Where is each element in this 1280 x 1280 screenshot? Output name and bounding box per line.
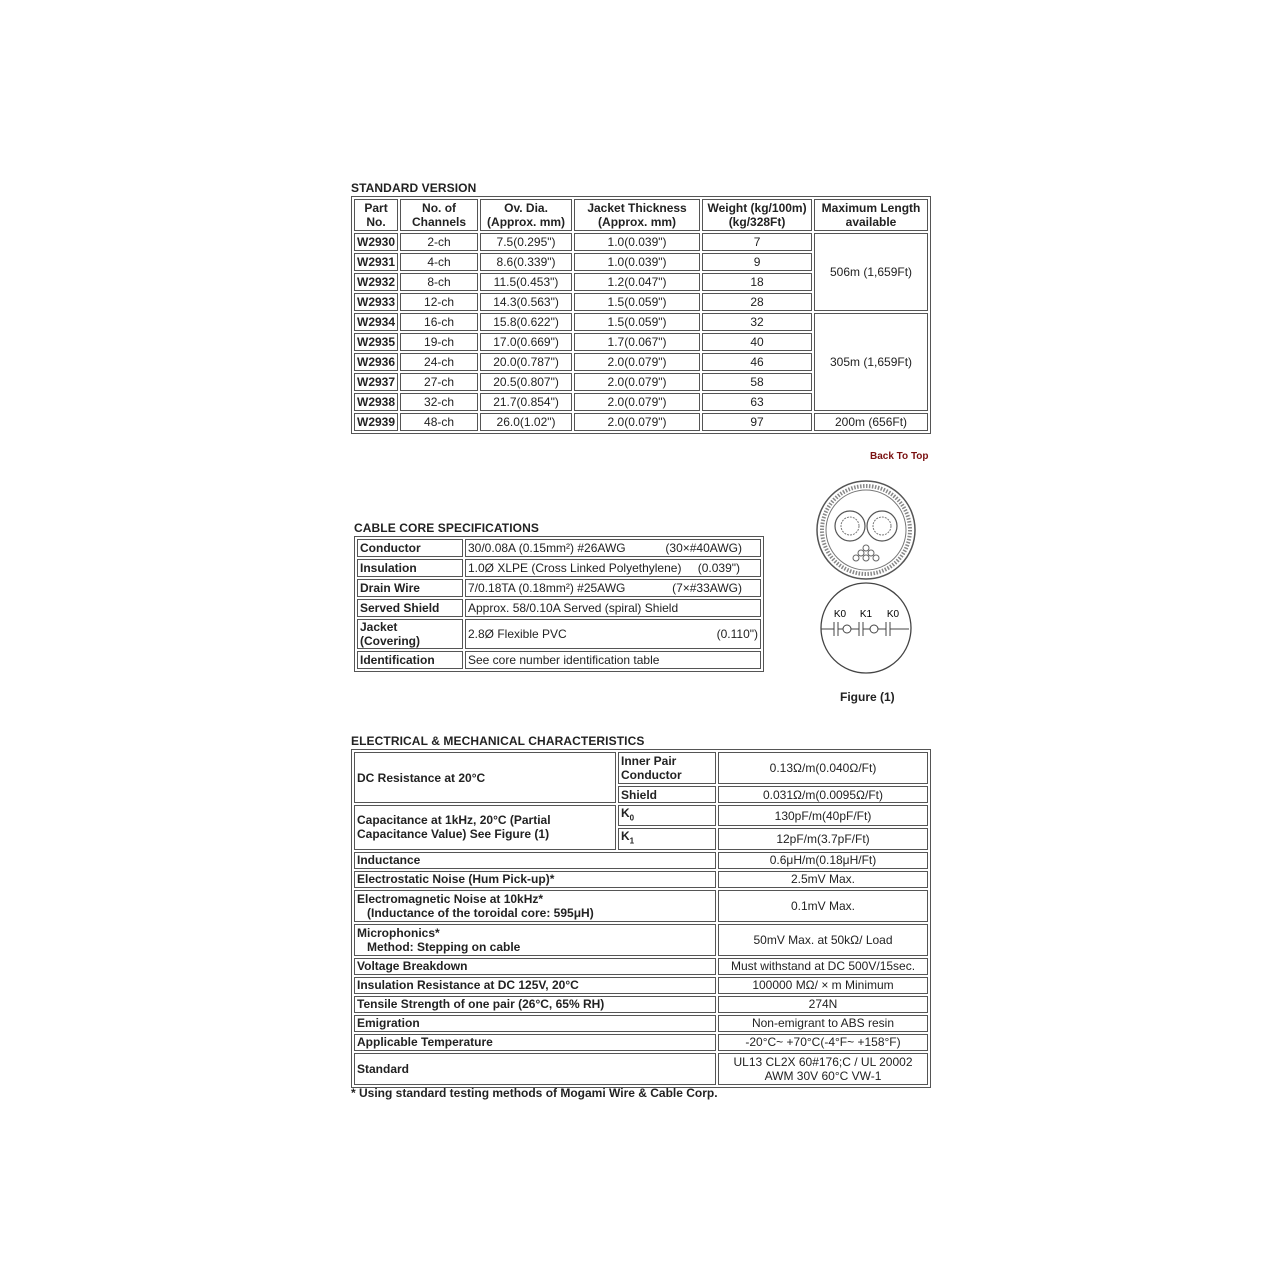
jacket-thickness: 1.0(0.039") bbox=[574, 233, 700, 251]
weight: 40 bbox=[702, 333, 812, 351]
char-label: Insulation Resistance at DC 125V, 20°C bbox=[354, 977, 716, 994]
jacket-thickness: 1.7(0.067") bbox=[574, 333, 700, 351]
table-row bbox=[357, 559, 761, 577]
cable-cross-section-icon bbox=[814, 478, 918, 582]
table-row bbox=[354, 1015, 928, 1032]
spec-value-cell bbox=[465, 651, 761, 669]
header-part-no: Part No. bbox=[354, 199, 398, 231]
char-label: Standard bbox=[354, 1053, 716, 1085]
part-no: W2935 bbox=[354, 333, 398, 351]
figure-caption: Figure (1) bbox=[840, 690, 895, 704]
char-label: Electromagnetic Noise at 10kHz* bbox=[357, 891, 544, 906]
char-value: Non-emigrant to ABS resin bbox=[718, 1015, 928, 1032]
table-row bbox=[354, 805, 928, 826]
ov-dia: 17.0(0.669") bbox=[480, 333, 572, 351]
char-value: Must withstand at DC 500V/15sec. bbox=[718, 958, 928, 975]
char-label-cell bbox=[354, 924, 716, 956]
max-length: 506m (1,659Ft) bbox=[814, 233, 928, 311]
header-max-length: Maximum Length available bbox=[814, 199, 928, 231]
char-label: Applicable Temperature bbox=[354, 1034, 716, 1051]
table-header-row bbox=[354, 199, 928, 231]
part-no: W2932 bbox=[354, 273, 398, 291]
cable-core-table bbox=[354, 536, 764, 672]
weight: 63 bbox=[702, 393, 812, 411]
ov-dia: 14.3(0.563") bbox=[480, 293, 572, 311]
jacket-thickness: 1.2(0.047") bbox=[574, 273, 700, 291]
spec-value: 7/0.18TA (0.18mm²) #25AWG bbox=[468, 581, 626, 595]
spec-extra: (30×#40AWG) bbox=[665, 541, 742, 555]
channels: 4-ch bbox=[400, 253, 478, 271]
table-row bbox=[354, 924, 928, 956]
weight: 97 bbox=[702, 413, 812, 431]
dc-shield-value: 0.031Ω/m(0.0095Ω/Ft) bbox=[718, 786, 928, 803]
char-value: 50mV Max. at 50kΩ/ Load bbox=[718, 924, 928, 956]
weight: 46 bbox=[702, 353, 812, 371]
char-value: 0.1mV Max. bbox=[718, 890, 928, 922]
spec-value: See core number identification table bbox=[468, 653, 660, 667]
table-row bbox=[354, 233, 928, 251]
spec-extra: (7×#33AWG) bbox=[672, 581, 742, 595]
char-value: UL13 CL2X 60#176;C / UL 20002 bbox=[733, 1054, 913, 1069]
k1-value: 12pF/m(3.7pF/Ft) bbox=[718, 828, 928, 849]
weight: 32 bbox=[702, 313, 812, 331]
char-value-cell bbox=[718, 1053, 928, 1085]
spec-value-cell bbox=[465, 579, 761, 597]
table-row bbox=[354, 1034, 928, 1051]
part-no: W2931 bbox=[354, 253, 398, 271]
k1-label: K1 bbox=[859, 609, 873, 620]
max-length: 200m (656Ft) bbox=[814, 413, 928, 431]
spec-extra: (0.039") bbox=[697, 561, 740, 575]
spec-label: Conductor bbox=[357, 539, 463, 557]
char-value: -20°C~ +70°C(-4°F~ +158°F) bbox=[718, 1034, 928, 1051]
table-row bbox=[357, 579, 761, 597]
ov-dia: 26.0(1.02") bbox=[480, 413, 572, 431]
jacket-thickness: 1.5(0.059") bbox=[574, 293, 700, 311]
table-row bbox=[357, 539, 761, 557]
channels: 16-ch bbox=[400, 313, 478, 331]
capacitance-diagram bbox=[816, 582, 916, 678]
standard-version-title: STANDARD VERSION bbox=[351, 181, 477, 195]
weight: 18 bbox=[702, 273, 812, 291]
header-channels: No. of Channels bbox=[400, 199, 478, 231]
char-sublabel: (Inductance of the toroidal core: 595μH) bbox=[367, 905, 594, 920]
table-row bbox=[354, 313, 928, 331]
part-no: W2934 bbox=[354, 313, 398, 331]
weight: 58 bbox=[702, 373, 812, 391]
part-no: W2937 bbox=[354, 373, 398, 391]
part-no: W2933 bbox=[354, 293, 398, 311]
k1-sub: 1 bbox=[629, 836, 635, 846]
spec-extra: (0.110") bbox=[716, 627, 758, 641]
ov-dia: 15.8(0.622") bbox=[480, 313, 572, 331]
spec-value: Approx. 58/0.10A Served (spiral) Shield bbox=[468, 601, 679, 615]
ov-dia: 11.5(0.453") bbox=[480, 273, 572, 291]
char-label: Voltage Breakdown bbox=[354, 958, 716, 975]
spec-value-cell bbox=[465, 599, 761, 617]
ov-dia: 8.6(0.339") bbox=[480, 253, 572, 271]
k0-value: 130pF/m(40pF/Ft) bbox=[718, 805, 928, 826]
char-label: Tensile Strength of one pair (26°C, 65% RH) bbox=[354, 996, 716, 1013]
k0-right-label: K0 bbox=[886, 609, 900, 620]
table-row bbox=[354, 890, 928, 922]
footnote: * Using standard testing methods of Mogami Wire & Cable Corp. bbox=[351, 1086, 718, 1100]
spec-label: Insulation bbox=[357, 559, 463, 577]
char-label: Microphonics* bbox=[357, 925, 440, 940]
table-row bbox=[357, 651, 761, 669]
char-label: Electrostatic Noise (Hum Pick-up)* bbox=[354, 871, 716, 888]
spec-label: Drain Wire bbox=[357, 579, 463, 597]
channels: 27-ch bbox=[400, 373, 478, 391]
table-row bbox=[354, 977, 928, 994]
spec-label: Identification bbox=[357, 651, 463, 669]
k0-label-cell bbox=[618, 805, 716, 826]
channels: 12-ch bbox=[400, 293, 478, 311]
ov-dia: 20.0(0.787") bbox=[480, 353, 572, 371]
weight: 9 bbox=[702, 253, 812, 271]
ov-dia: 20.5(0.807") bbox=[480, 373, 572, 391]
spec-value-cell bbox=[465, 619, 761, 649]
dc-inner-label: Inner Pair Conductor bbox=[618, 752, 716, 784]
table-row bbox=[354, 958, 928, 975]
dc-shield-label: Shield bbox=[618, 786, 716, 803]
char-label: Emigration bbox=[354, 1015, 716, 1032]
header-weight: Weight (kg/100m) (kg/328Ft) bbox=[702, 199, 812, 231]
jacket-thickness: 2.0(0.079") bbox=[574, 413, 700, 431]
k0-label: K bbox=[621, 806, 630, 820]
char-label-cell bbox=[354, 890, 716, 922]
channels: 32-ch bbox=[400, 393, 478, 411]
table-row bbox=[354, 852, 928, 869]
table-row bbox=[354, 996, 928, 1013]
table-row bbox=[354, 1053, 928, 1085]
table-row bbox=[354, 413, 928, 431]
spec-value: 1.0Ø XLPE (Cross Linked Polyethylene) bbox=[468, 561, 682, 575]
jacket-thickness: 1.0(0.039") bbox=[574, 253, 700, 271]
ov-dia: 21.7(0.854") bbox=[480, 393, 572, 411]
char-label: Inductance bbox=[354, 852, 716, 869]
weight: 7 bbox=[702, 233, 812, 251]
jacket-thickness: 1.5(0.059") bbox=[574, 313, 700, 331]
header-ov-dia: Ov. Dia. (Approx. mm) bbox=[480, 199, 572, 231]
jacket-thickness: 2.0(0.079") bbox=[574, 393, 700, 411]
cable-core-title: CABLE CORE SPECIFICATIONS bbox=[354, 521, 539, 535]
k0-sub: 0 bbox=[629, 813, 635, 823]
table-row bbox=[354, 752, 928, 784]
k1-label-cell bbox=[618, 828, 716, 849]
channels: 2-ch bbox=[400, 233, 478, 251]
jacket-thickness: 2.0(0.079") bbox=[574, 373, 700, 391]
table-row bbox=[357, 599, 761, 617]
char-value: 274N bbox=[718, 996, 928, 1013]
electrical-table bbox=[351, 749, 931, 1088]
weight: 28 bbox=[702, 293, 812, 311]
spec-value-cell bbox=[465, 559, 761, 577]
channels: 19-ch bbox=[400, 333, 478, 351]
electrical-title: ELECTRICAL & MECHANICAL CHARACTERISTICS bbox=[351, 734, 645, 748]
char-value: 2.5mV Max. bbox=[718, 871, 928, 888]
char-value: 0.6μH/m(0.18μH/Ft) bbox=[718, 852, 928, 869]
channels: 48-ch bbox=[400, 413, 478, 431]
header-jacket-thickness: Jacket Thickness (Approx. mm) bbox=[574, 199, 700, 231]
part-no: W2939 bbox=[354, 413, 398, 431]
table-row bbox=[357, 619, 761, 649]
spec-label: Jacket (Covering) bbox=[357, 619, 463, 649]
part-no: W2936 bbox=[354, 353, 398, 371]
ov-dia: 7.5(0.295") bbox=[480, 233, 572, 251]
spec-label: Served Shield bbox=[357, 599, 463, 617]
jacket-thickness: 2.0(0.079") bbox=[574, 353, 700, 371]
part-no: W2938 bbox=[354, 393, 398, 411]
spec-value: 30/0.08A (0.15mm²) #26AWG bbox=[468, 541, 626, 555]
max-length: 305m (1,659Ft) bbox=[814, 313, 928, 411]
spec-value: 2.8Ø Flexible PVC bbox=[468, 627, 567, 641]
dc-resistance-label: DC Resistance at 20°C bbox=[354, 752, 616, 803]
k1-label: K bbox=[621, 829, 630, 844]
standard-version-table bbox=[351, 196, 931, 434]
char-sublabel: Method: Stepping on cable bbox=[367, 939, 521, 954]
channels: 8-ch bbox=[400, 273, 478, 291]
table-row bbox=[354, 871, 928, 888]
k0-left-label: K0 bbox=[833, 609, 847, 620]
spec-value-cell bbox=[465, 539, 761, 557]
channels: 24-ch bbox=[400, 353, 478, 371]
part-no: W2930 bbox=[354, 233, 398, 251]
char-value-line2: AWM 30V 60°C VW-1 bbox=[764, 1068, 882, 1083]
char-value: 100000 MΩ/ × m Minimum bbox=[718, 977, 928, 994]
dc-inner-value: 0.13Ω/m(0.040Ω/Ft) bbox=[718, 752, 928, 784]
back-to-top-link[interactable]: Back To Top bbox=[870, 451, 929, 462]
capacitance-label: Capacitance at 1kHz, 20°C (Partial Capacitance Value) See Figure (1) bbox=[354, 805, 616, 850]
